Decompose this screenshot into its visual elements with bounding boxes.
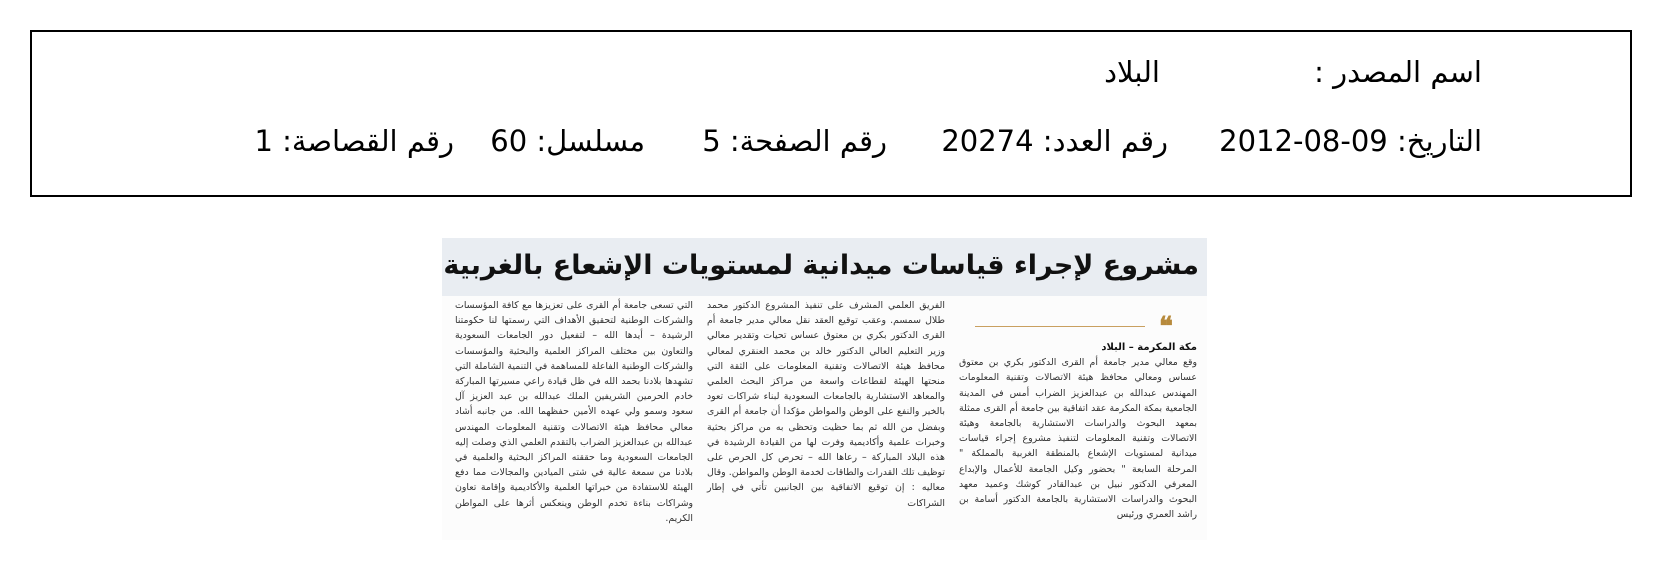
column-right-text: وقع معالي مدير جامعة أم القرى الدكتور بكري بن معتوق عساس ومعالي محافظ هيئة الاتصالات وتقنية المعلومات المهندس عبدالله بن عبدالعزيز الضراب أمس في المدينة الجامعية بمكة المكرمة عقد اتفاقية بين جامعة أم القرى ممثلة بمعهد البحوث والدراسات الاستشارية بالجامعة وهيئة الاتصالات وتقنية المعلومات لتنفيذ مشروع إجراء قياسات ميدانية لمستويات الإشعاع بالمنطقة الغربية بالمملكة " المرحلة السابعة " بحضور وكيل الجامعة للأعمال والإبداع المعرفي الدكتور نبيل بن عبدالقادر كوشك وعميد معهد البحوث والدراسات الاستشارية بالجامعة الدكتور أسامة بن راشد العمري ورئيس [959, 357, 1197, 521]
source-value: البلاد [1104, 55, 1160, 89]
page-number-field: رقم الصفحة: 5 [702, 124, 887, 158]
newspaper-clipping [442, 238, 1207, 540]
article-byline: مكة المكرمة – البلاد [1101, 342, 1197, 353]
column-middle-text: الفريق العلمي المشرف على تنفيذ المشروع الدكتور محمد طلال سمسم. وعقب توقيع العقد نقل معالي مدير جامعة أم القرى الدكتور بكري بن معتوق عساس تحيات وتقدير معالي وزير التعليم العالي الدكتور خالد بن محمد العنقري لمعالي محافظ هيئة الاتصالات وتقنية المعلومات على الثقة التي منحتها الهيئة لقطاعات واسعة من مراكز البحث العلمي والمعاهد الاستشارية بالجامعات السعودية لبناء شراكات تعود بالخير والنفع على الوطن والمواطن مؤكدا أن جامعة أم القرى وبفضل من الله ثم بما حظيت وتحظى به من مراكز بحثية وخبرات علمية وأكاديمية وفرت لها من القيادة الرشيدة في هذه البلاد المباركة – رعاها الله – تحرص كل الحرص على توظيف تلك القدرات والطاقات لخدمة الوطن والمواطن. وقال معاليه : إن توقيع الاتفاقية بين الجانبين تأتي في إطار الشراكات [707, 300, 945, 509]
issue-number-field: رقم العدد: 20274 [941, 124, 1168, 158]
article-column-right [959, 340, 1197, 522]
clip-number-field: رقم القصاصة: 1 [254, 124, 454, 158]
column-left-text: التي تسعى جامعة أم القرى على تعزيزها مع كافة المؤسسات والشركات الوطنية لتحقيق الأهداف التي رسمتها لنا حكومتنا الرشيدة – أيدها الله – لتفعيل دور الجامعات السعودية والتعاون بين مختلف المراكز العلمية والبحثية والمؤسسات والشركات الوطنية الفاعلة للمساهمة في التنمية الشاملة التي تشهدها بلادنا بحمد الله في ظل قيادة راعي مسيرتها المباركة خادم الحرمين الشريفين الملك عبدالله بن عبد العزيز آل سعود وسمو ولي عهده الأمين حفظهما الله. من جانبه أشاد معالي محافظ هيئة الاتصالات وتقنية المعلومات المهندس عبدالله بن عبدالعزيز الضراب بالتقدم العلمي الذي وصلت إليه الجامعات السعودية وما حققته المراكز البحثية والعلمية في بلادنا من سمعة عالية في شتى الميادين والمجالات مما دفع الهيئة للاستفادة من خبراتها العلمية والأكاديمية وإقامة تعاون وشراكات بناءة تخدم الوطن وينعكس أثرها على المواطن الكريم. [455, 300, 693, 524]
quote-divider [975, 326, 1145, 327]
source-label: اسم المصدر : [1314, 55, 1482, 89]
quote-mark-icon: ❝ [1159, 312, 1173, 342]
date-field: التاريخ: 09-08-2012 [1219, 124, 1482, 158]
headline-band [442, 238, 1207, 296]
serial-field: مسلسل: 60 [490, 124, 645, 158]
article-headline: مشروع لإجراء قياسات ميدانية لمستويات الإشعاع بالغربية [443, 250, 1199, 281]
article-column-left [455, 298, 693, 526]
document-header-box [30, 30, 1632, 197]
article-column-middle [707, 298, 945, 511]
